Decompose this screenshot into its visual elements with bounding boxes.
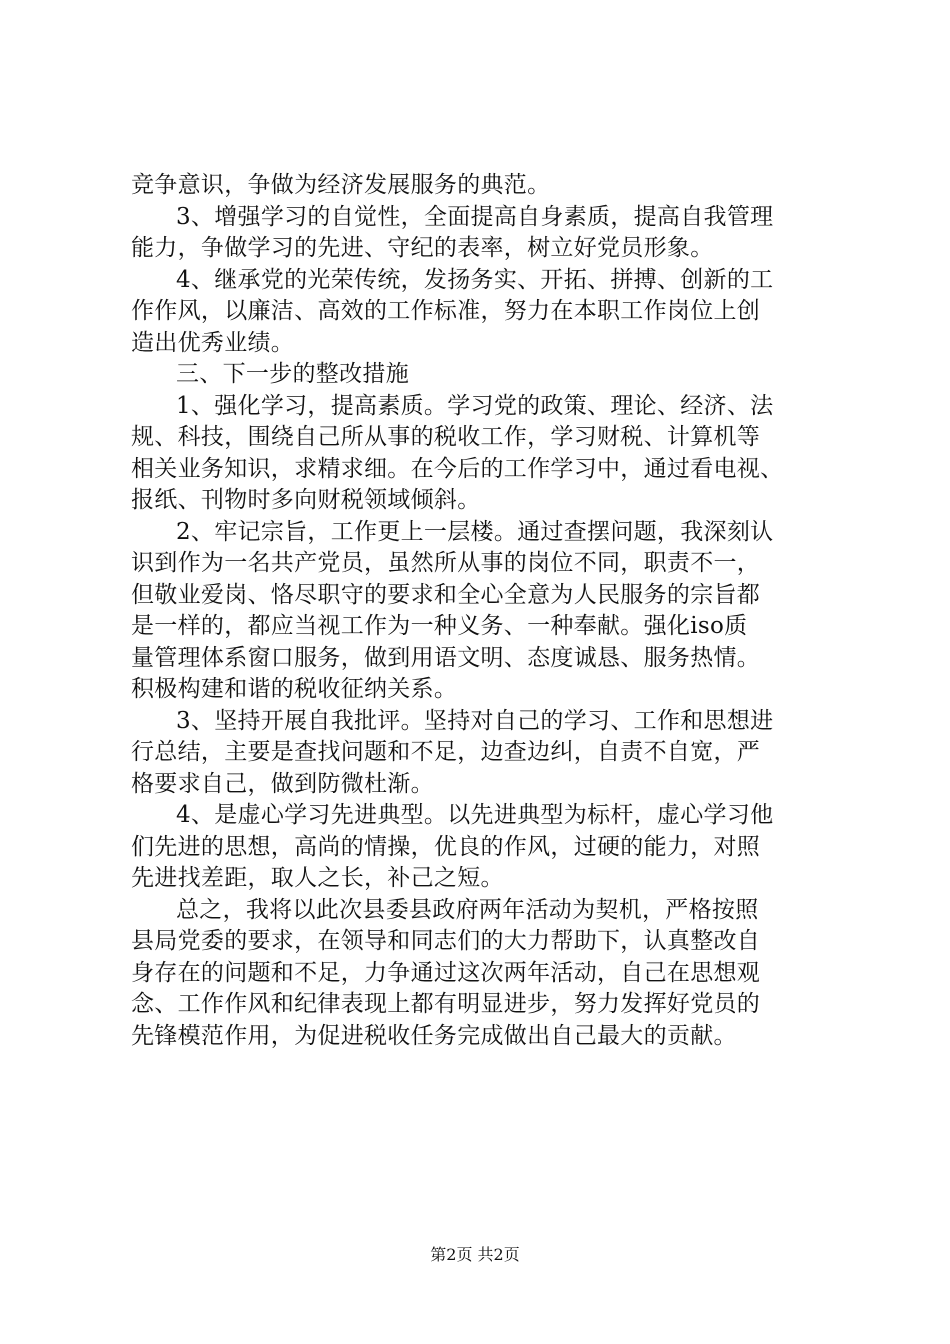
- text-line: 能力，争做学习的先进、守纪的表率，树立好党员形象。: [131, 235, 714, 261]
- text-line: 竞争意识，争做为经济发展服务的典范。: [131, 172, 551, 198]
- text-line: 但敬业爱岗、恪尽职守的要求和全心全意为人民服务的宗旨都: [131, 581, 761, 608]
- text-line: 2、牢记宗旨，工作更上一层楼。通过查摆问题，我深刻认: [176, 518, 774, 545]
- text-line: 们先进的思想，高尚的情操，优良的作风，过硬的能力，对照: [131, 833, 761, 860]
- text-line: 量管理体系窗口服务，做到用语文明、态度诚恳、服务热情。: [131, 644, 761, 671]
- text-line: 先锋模范作用，为促进税收任务完成做出自己最大的贡献。: [131, 1022, 737, 1049]
- text-line: 规、科技，围绕自己所从事的税收工作，学习财税、计算机等: [131, 424, 761, 450]
- text-line: 造出优秀业绩。: [131, 329, 295, 356]
- text-line: 识到作为一名共产党员，虽然所从事的岗位不同，职责不一，: [131, 550, 761, 576]
- text-line: 身存在的问题和不足，力争通过这次两年活动，自己在思想观: [131, 959, 761, 986]
- page-footer: [0, 1244, 950, 1266]
- text-line: 1、强化学习，提高素质。学习党的政策、理论、经济、法: [176, 392, 774, 419]
- text-line: 4、继承党的光荣传统，发扬务实、开拓、拼搏、创新的工: [176, 266, 774, 293]
- text-line: 县局党委的要求，在领导和同志们的大力帮助下，认真整改自: [131, 928, 761, 954]
- text-line: 相关业务知识，求精求细。在今后的工作学习中，通过看电视、: [131, 455, 784, 482]
- text-line: 总之，我将以此次县委县政府两年活动为契机，严格按照: [176, 896, 759, 923]
- text-line: 格要求自己，做到防微杜渐。: [131, 770, 434, 797]
- text-line: 3、增强学习的自觉性，全面提高自身素质，提高自我管理: [176, 203, 774, 230]
- document-body: [131, 170, 831, 1052]
- text-line: 作作风，以廉洁、高效的工作标准，努力在本职工作岗位上创: [131, 298, 761, 324]
- section-heading: 三、下一步的整改措施: [176, 361, 409, 387]
- text-line: 行总结，主要是查找问题和不足，边查边纠，自责不自宽，严: [131, 739, 761, 765]
- text-line: 4、是虚心学习先进典型。以先进典型为标杆，虚心学习他: [176, 802, 774, 828]
- text-line: 念、工作作风和纪律表现上都有明显进步，努力发挥好党员的: [131, 991, 761, 1017]
- text-line: 积极构建和谐的税收征纳关系。: [131, 676, 458, 702]
- text-line: 3、坚持开展自我批评。坚持对自己的学习、工作和思想进: [176, 707, 774, 734]
- text-line: 是一样的，都应当视工作为一种义务、一种奉献。强化iso质: [131, 613, 748, 639]
- text-line: 先进找差距，取人之长，补己之短。: [131, 865, 504, 891]
- page-number-label: 第2页 共2页: [430, 1245, 520, 1264]
- text-line: 报纸、刊物时多向财税领域倾斜。: [131, 487, 481, 513]
